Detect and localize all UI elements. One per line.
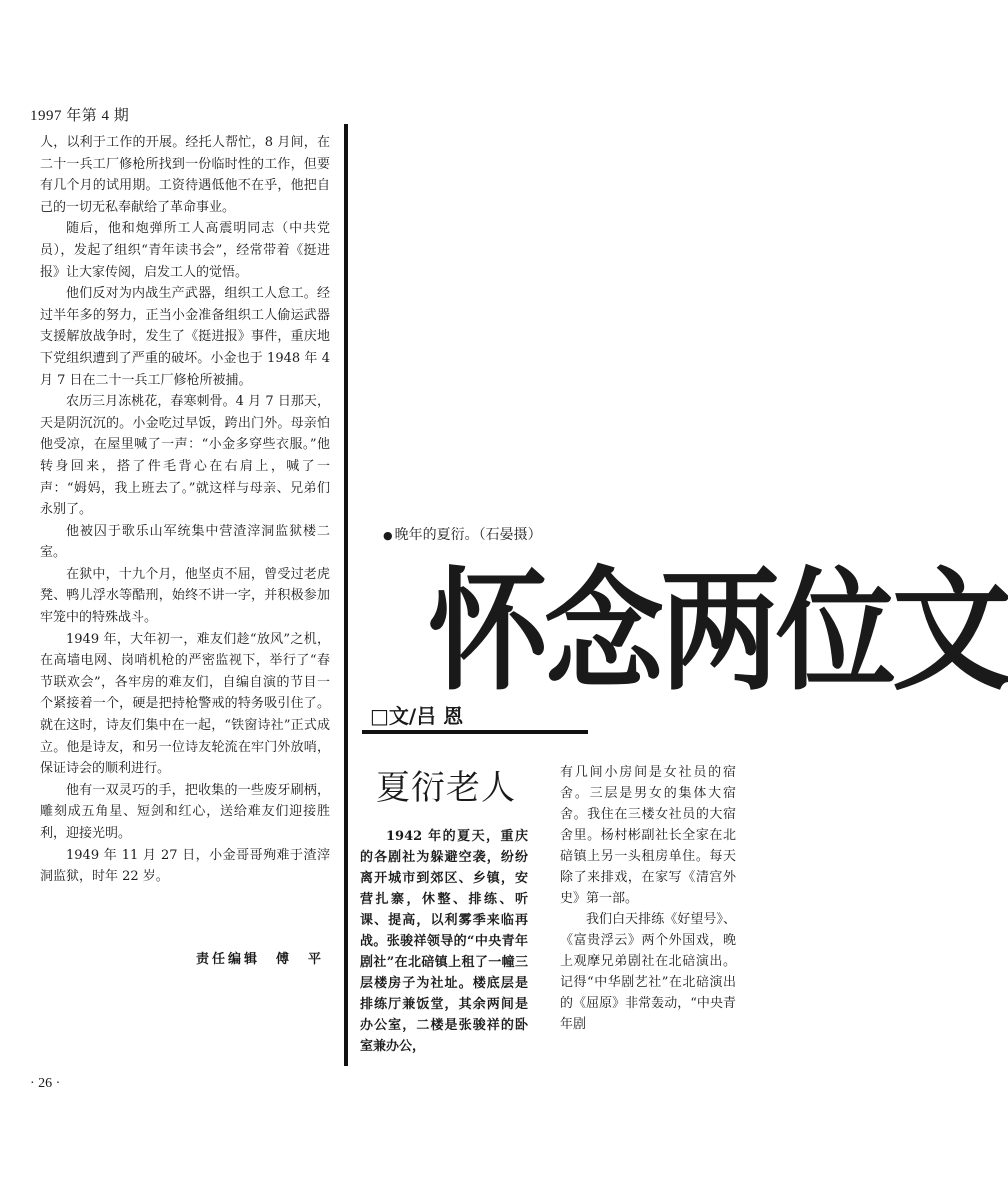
page-number: · 26 · [30, 1076, 61, 1091]
bullet-icon: ● [383, 529, 393, 542]
paragraph: 他被囚于歌乐山军统集中营渣滓洞监狱楼二室。 [40, 523, 330, 561]
article-title: 怀念两位文 [428, 556, 1008, 709]
column-divider [344, 124, 348, 1066]
paragraph: 人，以利于工作的开展。经托人帮忙，8 月间，在二十一兵工厂修枪所找到一份临时性的工作，但要有几个月的试用期。工资待遇低他不在乎，他把自己的一切无私奉献给了革命事业。 [40, 135, 330, 215]
paragraph: 他有一双灵巧的手，把收集的一些废牙刷柄，雕刻成五角星、短剑和红心，送给难友们迎接胜利，迎接光明。 [40, 782, 330, 841]
responsible-editor: 责任编辑 傅 平 [196, 952, 325, 967]
article-column-a [360, 826, 528, 1057]
paragraph: 1949 年，大年初一，难友们趁“放风”之机，在高墙电网、岗哨机枪的严密监视下，举行了“春节联欢会”，各牢房的难友们，自编自演的节目一个紧接着一个，硬是把持枪警戒的特务吸引住了。就在这时，诗友们集中在一起，“铁窗诗社”正式成立。他是诗友，和另一位诗友轮流在牢门外放哨，保证诗会的顺利进行。 [40, 631, 330, 777]
paragraph: 在狱中，十九个月，他坚贞不屈，曾受过老虎凳、鸭儿浮水等酷刑，始终不讲一字，并积极参加牢笼中的特殊战斗。 [40, 566, 330, 626]
article-title-frame [428, 556, 1008, 716]
paragraph: 农历三月冻桃花，春寒刺骨。4 月 7 日那天，天是阴沉沉的。小金吃过早饭，跨出门外。母亲怕他受凉，在屋里喊了一声：“小金多穿些衣服。”他转身回来，搭了件毛背心在右肩上，喊了一声：“姆妈，我上班去了。”就这样与母亲、兄弟们永别了。 [40, 394, 330, 518]
paragraph: 我们白天排练《好望号》、《富贵浮云》两个外国戏，晚上观摩兄弟剧社在北碚演出。记得“中华剧艺社”在北碚演出的《屈原》非常轰动，“中央青年剧 [560, 912, 736, 1032]
article-column-b [560, 762, 736, 1035]
paragraph: 1942 年的夏天，重庆的各剧社为躲避空袭，纷纷离开城市到郊区、乡镇，安营扎寨，休整、排练、听课、提高，以利雾季来临再战。张骏祥领导的“中央青年剧社”在北碚镇上租了一幢三层楼房子为社址。楼底层是排练厅兼饭堂，其余两间是办公室，二楼是张骏祥的卧室兼办公， [360, 829, 528, 1054]
byline-rule [362, 730, 588, 734]
paragraph: 有几间小房间是女社员的宿舍。三层是男女的集体大宿舍。我住在三楼女社员的大宿舍里。杨村彬副社长全家在北碚镇上另一头租房单住。每天除了来排戏，在家写《清宫外史》第一部。 [560, 765, 736, 906]
paragraph: 1949 年 11 月 27 日，小金哥哥殉难于渣滓洞监狱，时年 22 岁。 [40, 847, 330, 885]
caption-text: 晚年的夏衍。（石晏摄） [394, 527, 542, 543]
paragraph: 他们反对为内战生产武器，组织工人怠工。经过半年多的努力，正当小金准备组织工人偷运武器支援解放战争时，发生了《挺进报》事件，重庆地下党组织遭到了严重的破坏。小金也于 1948 年 4 月 7 日在二十一兵工厂修枪所被捕。 [40, 286, 330, 388]
issue-header: 1997 年第 4 期 [30, 108, 130, 124]
photo-caption [383, 524, 542, 544]
left-column-text [40, 132, 330, 888]
paragraph: 随后，他和炮弹所工人高震明同志（中共党员），发起了组织“青年读书会”，经常带着《挺进报》让大家传阅，启发工人的觉悟。 [40, 221, 330, 280]
author-byline: □文/吕 恩 [370, 704, 464, 728]
section-title: 夏衍老人 [376, 768, 516, 808]
